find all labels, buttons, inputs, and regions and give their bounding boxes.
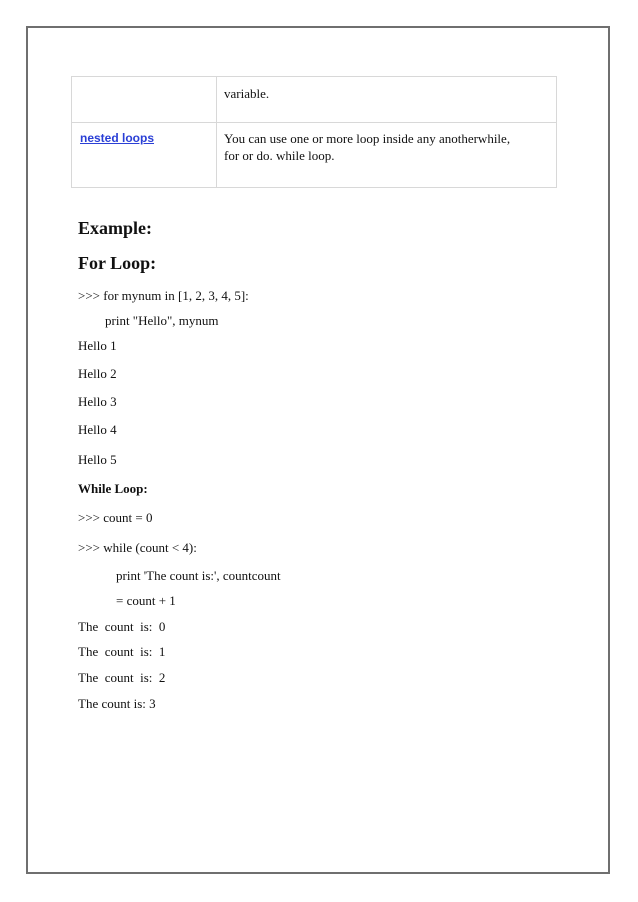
while-loop-heading: While Loop: <box>78 481 148 496</box>
output-line: Hello 3 <box>78 394 117 409</box>
table-column-divider <box>216 77 217 187</box>
code-line: print "Hello", mynum <box>105 313 219 328</box>
output-line: The count is: 0 <box>78 619 166 634</box>
table-row-divider <box>72 122 556 123</box>
output-line: The count is: 1 <box>78 644 166 659</box>
output-line: The count is: 3 <box>78 696 156 711</box>
for-loop-heading: For Loop: <box>78 253 157 273</box>
code-line: print 'The count is:', countcount <box>116 568 281 583</box>
output-line: Hello 4 <box>78 422 117 437</box>
loop-definition-table <box>71 76 557 188</box>
output-line: Hello 5 <box>78 452 117 467</box>
description-line: You can use one or more loop inside any anotherwhile, <box>224 131 511 146</box>
code-line: >>> for mynum in [1, 2, 3, 4, 5]: <box>78 288 249 303</box>
example-heading: Example: <box>78 218 152 238</box>
nested-loops-link[interactable]: nested loops <box>80 131 155 145</box>
output-line: The count is: 2 <box>78 670 166 685</box>
output-line: Hello 2 <box>78 366 117 381</box>
output-line: Hello 1 <box>78 338 117 353</box>
table-row-description: variable. <box>224 86 270 101</box>
code-line: = count + 1 <box>116 593 176 608</box>
code-line: >>> count = 0 <box>78 510 153 525</box>
description-line: for or do. while loop. <box>224 148 335 163</box>
code-line: >>> while (count < 4): <box>78 540 197 555</box>
table-row-description <box>224 130 544 164</box>
